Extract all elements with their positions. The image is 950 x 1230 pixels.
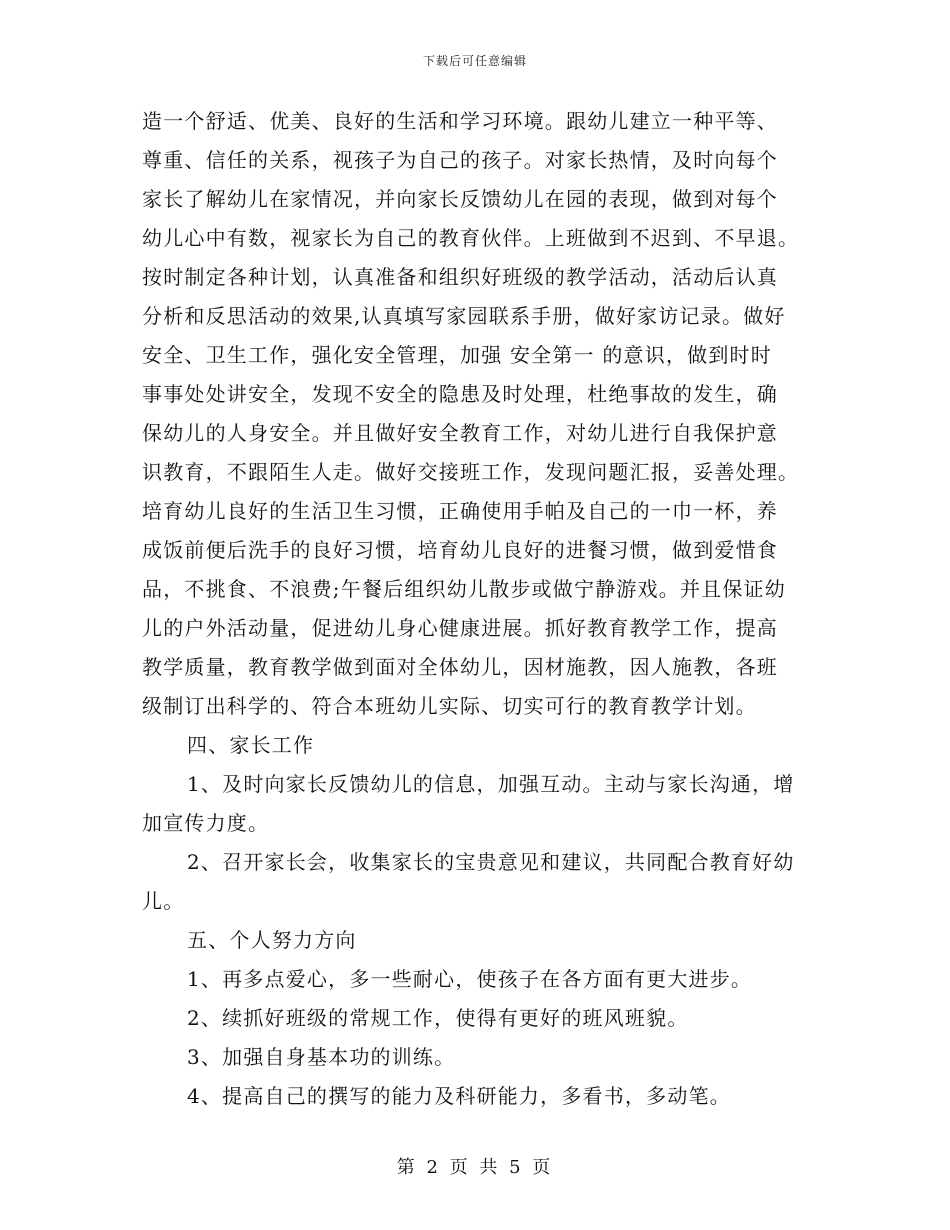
text-line: 尊重、信任的关系，视孩子为自己的孩子。对家长热情，及时向每个	[142, 148, 778, 172]
list-item: 1、及时向家长反馈幼儿的信息，加强互动。主动与家长沟通，增	[187, 772, 795, 796]
text-line: 加宣传力度。	[142, 811, 270, 835]
section-heading: 四、家长工作	[187, 733, 315, 757]
text-line: 造一个舒适、优美、良好的生活和学习环境。跟幼儿建立一种平等、	[142, 109, 778, 133]
section-heading: 五、个人努力方向	[187, 928, 357, 952]
text-line: 儿。	[142, 889, 185, 913]
list-item: 2、续抓好班级的常规工作，使得有更好的班风班貌。	[187, 1006, 689, 1030]
text-line: 保幼儿的人身安全。并且做好安全教育工作，对幼儿进行自我保护意	[142, 421, 778, 445]
list-item: 3、加强自身基本功的训练。	[187, 1045, 456, 1069]
text-line: 家长了解幼儿在家情况，并向家长反馈幼儿在园的表现，做到对每个	[142, 187, 778, 211]
text-line: 识教育，不跟陌生人走。做好交接班工作，发现问题汇报，妥善处理。	[142, 460, 800, 484]
text-line: 分析和反思活动的效果,认真填写家园联系手册，做好家访记录。做好	[142, 304, 786, 328]
text-line: 培育幼儿良好的生活卫生习惯，正确使用手帕及自己的一巾一杯，养	[142, 499, 778, 523]
document-body	[142, 102, 810, 1116]
list-item: 1、再多点爱心，多一些耐心，使孩子在各方面有更大进步。	[187, 967, 753, 991]
page-header: 下载后可任意编辑	[422, 54, 527, 68]
text-line: 事事处处讲安全，发现不安全的隐患及时处理，杜绝事故的发生，确	[142, 382, 778, 406]
text-line: 教学质量，教育教学做到面对全体幼儿，因材施教，因人施教，各班	[142, 655, 778, 679]
list-item: 4、提高自己的撰写的能力及科研能力，多看书，多动笔。	[187, 1084, 731, 1108]
text-line: 成饭前便后洗手的良好习惯，培育幼儿良好的进餐习惯，做到爱惜食	[142, 538, 778, 562]
text-line: 按时制定各种计划，认真准备和组织好班级的教学活动，活动后认真	[142, 265, 778, 289]
text-line: 安全、卫生工作，强化安全管理，加强 安全第一 的意识，做到时时	[142, 343, 772, 367]
text-line: 幼儿心中有数，视家长为自己的教育伙伴。上班做到不迟到、不早退。	[142, 226, 800, 250]
page-number-footer: 第 2 页 共 5 页	[396, 1157, 554, 1178]
list-item: 2、召开家长会，收集家长的宝贵意见和建议，共同配合教育好幼	[187, 850, 795, 874]
text-line: 品，不挑食、不浪费;午餐后组织幼儿散步或做宁静游戏。并且保证幼	[142, 577, 786, 601]
text-line: 儿的户外活动量，促进幼儿身心健康进展。抓好教育教学工作，提高	[142, 616, 778, 640]
text-line: 级制订出科学的、符合本班幼儿实际、切实可行的教育教学计划。	[142, 694, 757, 718]
